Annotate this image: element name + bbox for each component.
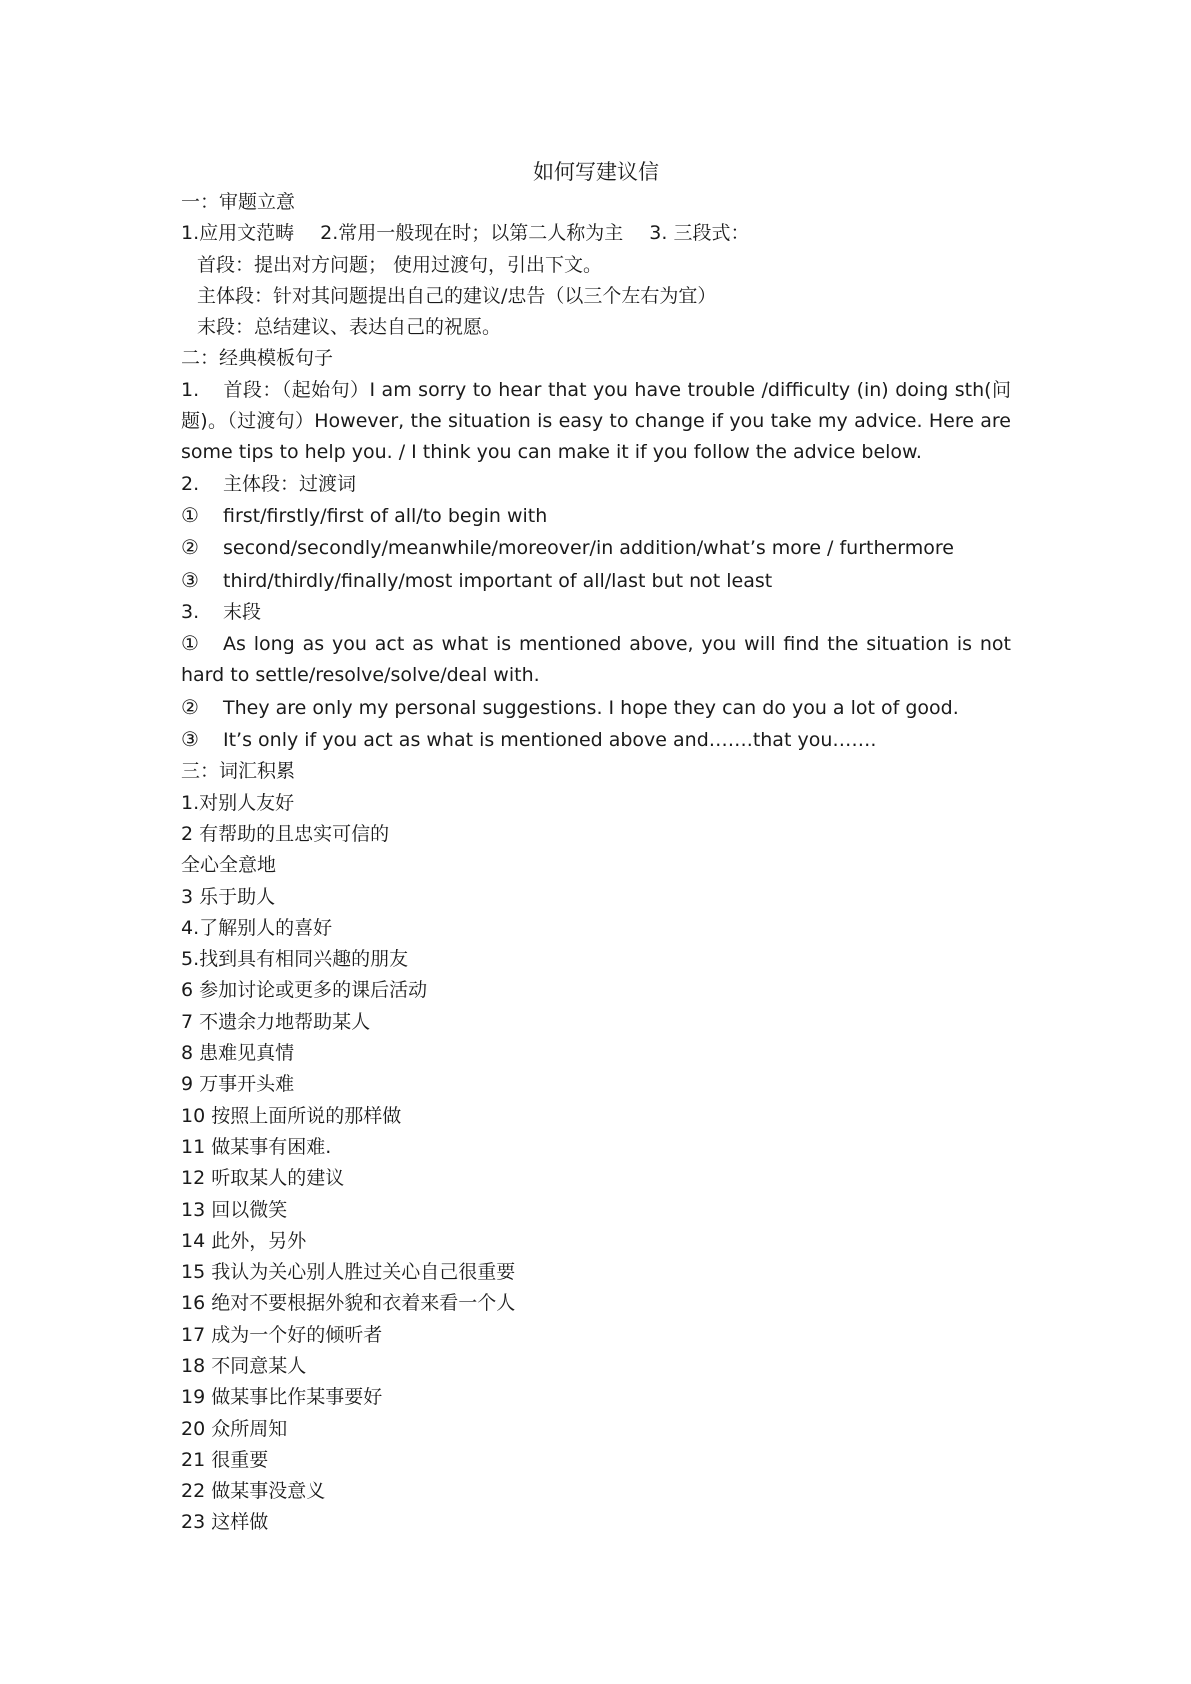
circled-number: ① — [181, 631, 199, 656]
section-heading-3: 三：词汇积累 — [181, 760, 296, 783]
transition-item — [181, 532, 1011, 564]
vocabulary-item: 16 绝对不要根据外貌和衣着来看一个人 — [181, 1292, 516, 1315]
vocabulary-item: 22 做某事没意义 — [181, 1480, 326, 1503]
ending-text: As long as you act as what is mentioned above, you will find the situation is not hard to settle/resolve/solve/deal with. — [181, 633, 1011, 687]
item-number: 2. — [181, 472, 200, 495]
vocabulary-item: 1.对别人友好 — [181, 791, 295, 814]
template-body-heading — [181, 469, 1011, 500]
circled-number: ② — [181, 535, 199, 560]
ending-text: They are only my personal suggestions. I hope they can do you a lot of good. — [223, 696, 959, 719]
vocabulary-item: 13 回以微笑 — [181, 1198, 288, 1221]
ending-item — [181, 692, 1011, 724]
document-title: 如何写建议信 — [533, 160, 659, 184]
ending-heading-text: 末段 — [223, 600, 262, 623]
template-ending-heading — [181, 597, 1011, 628]
vocabulary-item: 3 乐于助人 — [181, 885, 276, 908]
section-heading-2: 二：经典模板句子 — [181, 347, 334, 370]
vocabulary-item: 5.找到具有相同兴趣的朋友 — [181, 948, 409, 971]
circled-number: ③ — [181, 727, 199, 752]
transition-item — [181, 565, 1011, 597]
item-number: 3. — [181, 600, 200, 623]
vocabulary-item: 14 此外，另外 — [181, 1229, 307, 1252]
point-2: 2.常用一般现在时；以第二人称为主 — [320, 222, 624, 245]
vocabulary-item: 19 做某事比作某事要好 — [181, 1386, 383, 1409]
ending-text: It’s only if you act as what is mentioned above and…….that you……. — [223, 729, 877, 752]
vocabulary-item: 20 众所周知 — [181, 1417, 288, 1440]
section-heading-1: 一：审题立意 — [181, 191, 296, 213]
vocabulary-list — [181, 788, 1011, 1539]
document-body — [181, 157, 1011, 1539]
vocabulary-item: 8 患难见真情 — [181, 1042, 295, 1065]
vocabulary-item: 21 很重要 — [181, 1448, 269, 1471]
structure-closing: 末段：总结建议、表达自己的祝愿。 — [197, 316, 502, 339]
vocabulary-item: 12 听取某人的建议 — [181, 1167, 345, 1190]
vocabulary-item: 9 万事开头难 — [181, 1073, 295, 1096]
item-number: 1. — [181, 378, 200, 401]
vocabulary-item: 全心全意地 — [181, 854, 277, 877]
ending-item — [181, 724, 1011, 756]
vocabulary-item: 10 按照上面所说的那样做 — [181, 1104, 402, 1127]
circled-number: ① — [181, 502, 199, 527]
structure-body: 主体段：针对其问题提出自己的建议/忠告（以三个左右为宜） — [197, 284, 717, 307]
transition-text: third/thirdly/finally/most important of all/last but not least — [223, 569, 773, 592]
transition-text: second/secondly/meanwhile/moreover/in addition/what’s more / furthermore — [223, 537, 954, 560]
transition-item — [181, 500, 1011, 532]
vocabulary-item: 23 这样做 — [181, 1511, 269, 1534]
transition-text: first/firstly/first of all/to begin with — [223, 504, 548, 527]
point-3: 3. 三段式： — [649, 222, 750, 245]
vocabulary-item: 2 有帮助的且忠实可信的 — [181, 822, 390, 845]
vocabulary-item: 11 做某事有困难. — [181, 1135, 332, 1158]
template-opening-paragraph — [181, 375, 1011, 469]
vocabulary-item: 15 我认为关心别人胜过关心自己很重要 — [181, 1261, 516, 1284]
point-1: 1.应用文范畴 — [181, 222, 295, 245]
body-heading-text: 主体段：过渡词 — [223, 472, 357, 495]
vocabulary-item: 4.了解别人的喜好 — [181, 916, 333, 939]
structure-opening: 首段：提出对方问题； 使用过渡句，引出下文。 — [197, 253, 603, 276]
format-points-line — [181, 218, 1011, 249]
vocabulary-item: 6 参加讨论或更多的课后活动 — [181, 979, 428, 1002]
ending-item — [181, 628, 1011, 692]
vocabulary-item: 7 不遗余力地帮助某人 — [181, 1010, 371, 1033]
vocabulary-item: 18 不同意某人 — [181, 1354, 307, 1377]
vocabulary-item: 17 成为一个好的倾听者 — [181, 1323, 383, 1346]
circled-number: ② — [181, 694, 199, 719]
circled-number: ③ — [181, 567, 199, 592]
opening-text: 首段：（起始句）I am sorry to hear that you have trouble /difficulty (in) doing sth(问题)。（过渡句）However, the situation is easy to change if you take my advice. Here are some tips to help you. / I think you can make it if you follow the advice below. — [181, 378, 1011, 464]
